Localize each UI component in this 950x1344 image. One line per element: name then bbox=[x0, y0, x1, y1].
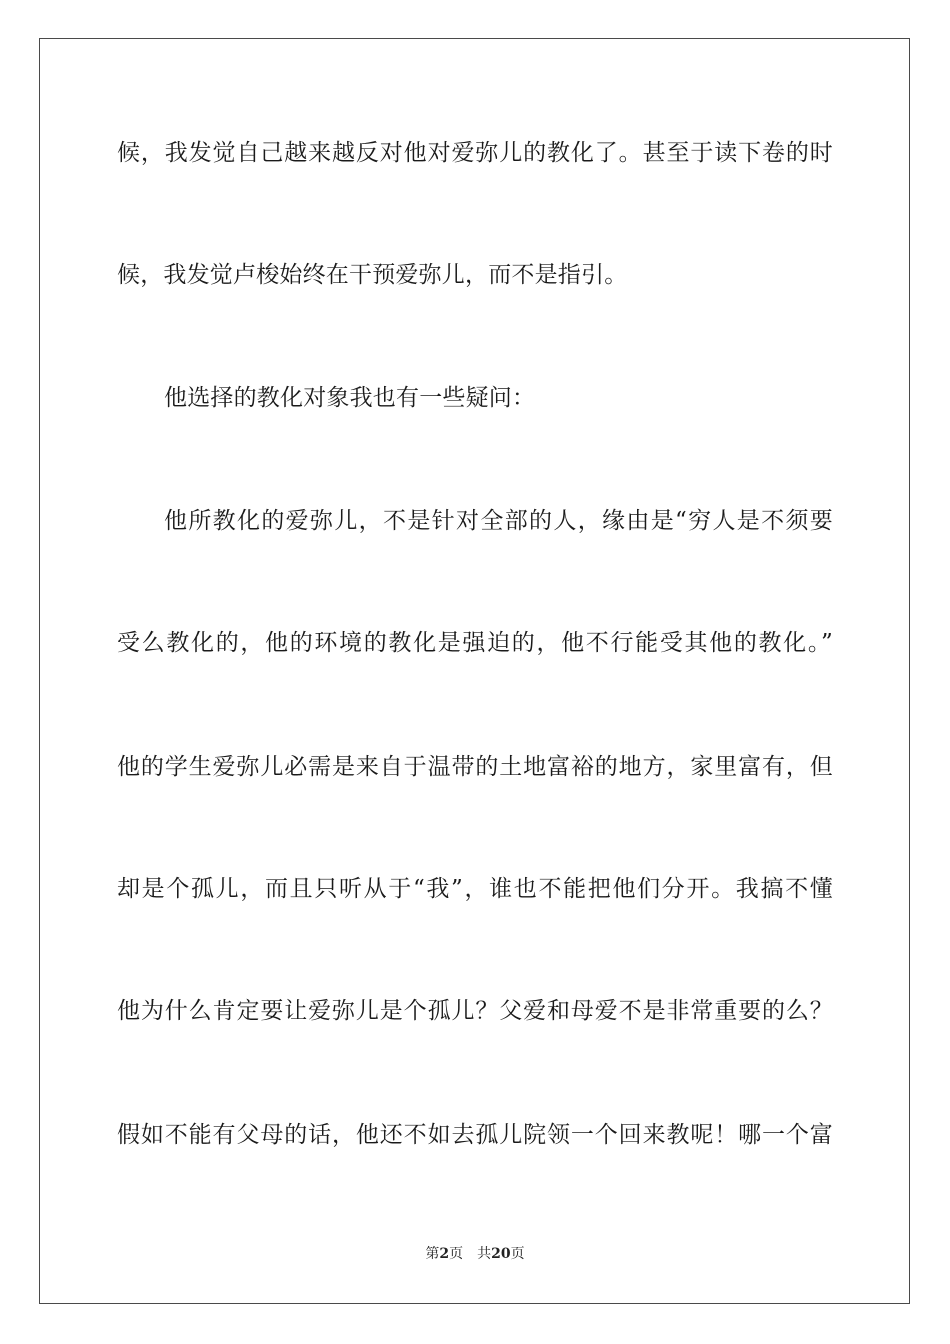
text-line-2: 候，我发觉卢梭始终在干预爱弥儿，而不是指引。 bbox=[117, 262, 628, 288]
page-footer bbox=[0, 1245, 950, 1263]
page-border bbox=[39, 38, 910, 1304]
text-line-1: 候，我发觉自己越来越反对他对爱弥儿的教化了。甚至于读下卷的时 bbox=[117, 140, 833, 166]
total-prefix: 共 bbox=[477, 1246, 492, 1262]
paragraph-start-line-3: 他选择的教化对象我也有一些疑问： bbox=[164, 385, 536, 411]
text-line-7: 却是个孤儿，而且只听从于“我”，谁也不能把他们分开。我搞不懂 bbox=[117, 876, 833, 902]
total-unit: 页 bbox=[510, 1246, 525, 1262]
page-unit: 页 bbox=[449, 1246, 464, 1262]
paragraph-start-line-4: 他所教化的爱弥儿，不是针对全部的人，缘由是“穷人是不须要 bbox=[164, 508, 833, 534]
text-line-6: 他的学生爱弥儿必需是来自于温带的土地富裕的地方，家里富有，但 bbox=[117, 754, 833, 780]
page-prefix: 第 bbox=[425, 1246, 440, 1262]
text-line-8: 他为什么肯定要让爱弥儿是个孤儿？父爱和母爱不是非常重要的么？ bbox=[117, 998, 833, 1024]
total-page-number: 20 bbox=[491, 1246, 511, 1262]
text-line-5: 受么教化的，他的环境的教化是强迫的，他不行能受其他的教化。” bbox=[117, 630, 833, 656]
text-line-9: 假如不能有父母的话，他还不如去孤儿院领一个回来教呢！哪一个富 bbox=[117, 1122, 833, 1148]
current-page-number: 2 bbox=[439, 1246, 450, 1262]
